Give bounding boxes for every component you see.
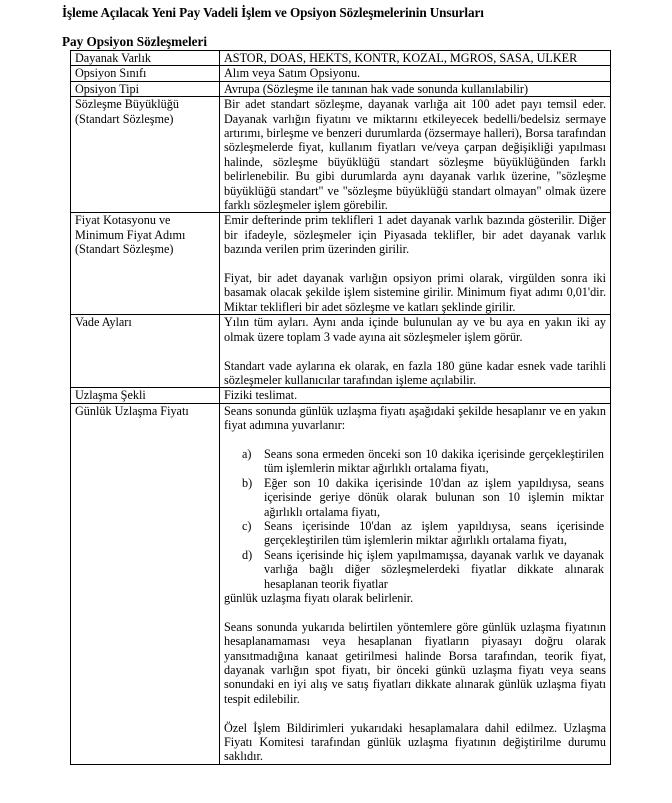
row-label: Opsiyon Tipi [71,81,220,96]
list-marker: b) [242,475,253,490]
contract-spec-table [70,50,611,765]
paragraph: Seans sonunda günlük uzlaşma fiyatı aşağıdaki şekilde hesaplanır ve en yakın fiyat adımına yuvarlanır: [224,403,606,433]
paragraph: günlük uzlaşma fiyatı olarak belirlenir. [224,590,414,605]
row-value: Alım veya Satım Opsiyonu. [220,66,611,81]
row-value: Fiziki teslimat. [220,388,611,403]
row-value [220,213,611,315]
list-item [224,519,606,548]
table-row [71,51,611,66]
list-item-text: Seans içerisinde hiç işlem yapılmamışsa, dayanak varlık ve dayanak varlığa bağlı diğer sözleşmelerdeki fiyatlar dikkate alınarak hesaplanan teorik fiyatlar [264,547,604,591]
list-item-text: Seans sona ermeden önceki son 10 dakika içerisinde gerçekleştirilen tüm işlemlerin miktar ağırlıklı ortalama fiyatı, [264,446,604,476]
paragraph: Seans sonunda yukarıda belirtilen yöntemlere göre günlük uzlaşma fiyatının hesaplanamaması veya hesaplanan fiyatların piyasayı doğru olarak yansıtmadığına kanaat getirilmesi halinde Borsa tarafından, teorik fiyat, dayanak varlığın spot fiyatı, bir önceki günkü uzlaşma fiyatı veya seans sonundaki en iyi alış ve satış fiyatları dikkate alınarak günlük uzlaşma fiyatı tespit edilebilir. [224,619,606,706]
row-label: Vade Ayları [71,315,220,388]
calculation-method-list [224,447,606,591]
list-item [224,476,606,519]
paragraph: Fiyat, bir adet dayanak varlığın opsiyon primi olarak, virgülden sonra iki basamak olacak şekilde işlem sistemine girilir. Minimum fiyat adımı 0,01'dir. Miktar teklifleri bir adet sözleşme ve katları şeklinde girilir. [224,271,606,314]
row-value [220,315,611,388]
row-value [220,403,611,764]
row-value: Bir adet standart sözleşme, dayanak varlığa ait 100 adet payı temsil eder. Dayanak varlığın fiyatını ve miktarını etkileyecek bedelli/bedelsiz sermaye artırımı, birleşme ve benzeri durumlarda (özsermaye halleri), Borsa tarafından sözleşmelerde fiyat, kullanım fiyatları ve/veya çarpan değişikliği yapılması halinde, sözleşme büyüklüğü standart sözleşme büyüklüğünden farklı belirlenebilir. Bu gibi durumlarda aynı dayanak varlık üzerine, "sözleşme büyüklüğü standart" ve "sözleşme büyüklüğü standart olmayan" olmak üzere farklı sözleşmeler işlem görebilir. [220,97,611,213]
row-label: Sözleşme Büyüklüğü (Standart Sözleşme) [71,97,220,213]
table-row [71,97,611,213]
table-row [71,403,611,764]
list-item-text: Seans içerisinde 10'dan az işlem yapıldıysa, seans içerisinde gerçekleştirilen tüm işlemlerin miktar ağırlıklı ortalama fiyatı, [264,518,604,548]
row-label: Fiyat Kotasyonu ve Minimum Fiyat Adımı (Standart Sözleşme) [71,213,220,315]
table-row [71,81,611,96]
section-title: Pay Opsiyon Sözleşmeleri [62,34,208,49]
row-label: Günlük Uzlaşma Fiyatı [71,403,220,764]
table-row [71,388,611,403]
row-label: Dayanak Varlık [71,51,220,66]
list-marker: c) [242,518,252,533]
list-item [224,548,606,591]
row-value: Avrupa (Sözleşme ile tanınan hak vade sonunda kullanılabilir) [220,81,611,96]
paragraph: Özel İşlem Bildirimleri yukarıdaki hesaplamalara dahil edilmez. Uzlaşma Fiyatı Komitesi tarafından günlük uzlaşma fiyatının değiştirilme durumu saklıdır. [224,720,606,764]
paragraph: Yılın tüm ayları. Aynı anda içinde bulunulan ay ve bu aya en yakın iki ay olmak üzere toplam 3 vade ayına ait sözleşmeler işlem görür. [224,315,606,344]
paragraph: Emir defterinde prim teklifleri 1 adet dayanak varlık bazında gösterilir. Diğer bir ifadeyle, sözleşmeler için Piyasada teklifler, bir adet dayanak varlık bazında verilen prim üzerinden girilir. [224,213,606,257]
row-label: Opsiyon Sınıfı [71,66,220,81]
list-item [224,447,606,476]
paragraph: Standart vade aylarına ek olarak, en fazla 180 güne kadar esnek vade tarihli sözleşmeler kullanıcılar tarafından işleme açılabilir. [224,358,606,387]
list-item-text: Eğer son 10 dakika içerisinde 10'dan az işlem yapıldıysa, seans içerisinde geriye dönük olarak bulunan son 10 işlemin miktar ağırlıklı ortalama fiyatı, [264,475,604,519]
table-row [71,66,611,81]
row-value: ASTOR, DOAS, HEKTS, KONTR, KOZAL, MGROS, SASA, ULKER [220,51,611,66]
table-row [71,315,611,388]
document-title: İşleme Açılacak Yeni Pay Vadeli İşlem ve Opsiyon Sözleşmelerinin Unsurları [62,5,484,20]
row-label: Uzlaşma Şekli [71,388,220,403]
table-row [71,213,611,315]
list-marker: d) [242,547,253,562]
list-marker: a) [242,446,252,461]
